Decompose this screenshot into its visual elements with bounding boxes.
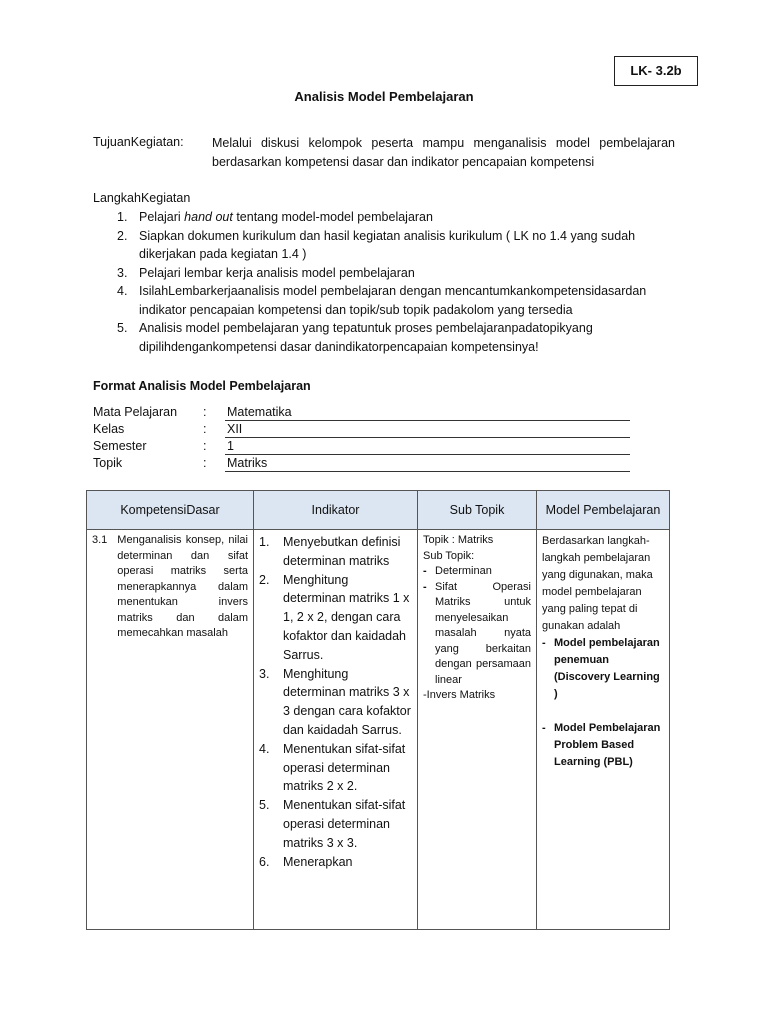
field-colon: :: [203, 405, 207, 419]
header-subtopik: Sub Topik: [418, 491, 537, 530]
cell-kompetensi: [87, 530, 254, 930]
field-value: Matematika: [225, 405, 630, 421]
header-model: Model Pembelajaran: [537, 491, 670, 530]
langkah-step: [117, 319, 677, 356]
field-label: Kelas: [93, 422, 125, 436]
format-heading: Format Analisis Model Pembelajaran: [93, 379, 311, 393]
cell-indikator: [254, 530, 418, 930]
spacer: [542, 703, 664, 720]
field-value: Matriks: [225, 456, 630, 472]
bullet: -: [423, 580, 427, 593]
langkah-heading: LangkahKegiatan: [93, 191, 191, 205]
table-header-row: [87, 491, 670, 530]
step-text: IsilahLembarkerjaanalisis model pembelajaran dengan mencantumkankompetensidasardan indikator pencapaian kompetensi dan topik/sub topik padakolom yang tersedia: [139, 284, 647, 317]
field-semester: [93, 439, 633, 456]
step-number: 5.: [117, 321, 128, 335]
field-label: Topik: [93, 456, 123, 470]
field-colon: :: [203, 456, 207, 470]
kd-text: Menganalisis konsep, nilai determinan dan sifat operasi matriks serta menerapkannya dalam menentukan invers matriks dan dalam memecahkan masalah: [117, 534, 248, 639]
tujuan-text: Melalui diskusi kelompok peserta mampu menganalisis model pembelajaran berdasarkan kompetensi dasar dan indikator pencapaian kompetensi: [212, 136, 675, 169]
indikator-text: Menerapkan: [283, 854, 353, 869]
langkah-step: [117, 264, 677, 283]
indikator-text: Menghitung determinan matriks 1 x 1, 2 x 2, dengan cara kofaktor dan kaidadah Sarrus.: [283, 572, 410, 662]
tujuan-label: TujuanKegiatan:: [93, 135, 184, 149]
analysis-table: [86, 490, 670, 930]
langkah-step: [117, 227, 677, 264]
langkah-step: [117, 208, 677, 227]
list-item: [259, 796, 412, 852]
model-item-text: Model pembelajaran penemuan (Discovery Learning ): [554, 637, 660, 700]
list-item: [259, 853, 412, 872]
bullet: -: [423, 565, 427, 577]
indikator-text: Menentukan sifat-sifat operasi determinan matriks 2 x 2.: [283, 741, 406, 794]
list-item: [259, 533, 412, 571]
indikator-text: Menghitung determinan matriks 3 x 3 dengan cara kofaktor dan kaidadah Sarrus.: [283, 666, 411, 737]
indikator-text: Menentukan sifat-sifat operasi determinan matriks 3 x 3.: [283, 798, 406, 850]
lk-code: LK- 3.2b: [630, 63, 682, 78]
step-number: 3.: [117, 265, 128, 280]
subtopik-item-text: Sifat Operasi Matriks untuk menyelesaikan masalah nyata yang berkaitan dengan persamaan linear: [435, 580, 531, 686]
indikator-number: 3.: [259, 666, 270, 681]
step-text: Siapkan dokumen kurikulum dan hasil kegiatan analisis kurikulum ( LK no 1.4 yang sudah dikerjakan pada kegiatan 1.4 ): [139, 228, 636, 261]
indikator-number: 5.: [259, 798, 270, 813]
bullet: -: [542, 637, 546, 649]
subtopik-extra: -Invers Matriks: [423, 689, 496, 701]
step-text: [139, 208, 677, 227]
field-colon: :: [203, 422, 207, 436]
step-text-part: Pelajari: [139, 210, 185, 224]
model-content: [542, 533, 664, 771]
list-item: [259, 571, 412, 665]
step-text: Pelajari lembar kerja analisis model pembelajaran: [139, 265, 415, 280]
indikator-text: Menyebutkan definisi determinan matriks: [283, 535, 401, 568]
step-text-emphasis: hand out: [184, 210, 233, 224]
list-item: [542, 635, 664, 703]
field-value: XII: [225, 422, 630, 438]
field-topik: [93, 456, 633, 473]
field-label: Semester: [93, 439, 147, 453]
indikator-number: 2.: [259, 572, 270, 587]
header-indikator: Indikator: [254, 491, 418, 530]
subtopik-topik: Topik : Matriks: [423, 534, 494, 546]
indikator-number: 6.: [259, 854, 270, 869]
subtopik-label: Sub Topik:: [423, 549, 475, 562]
field-value: 1: [225, 439, 630, 455]
step-text: Analisis model pembelajaran yang tepatuntuk proses pembelajaranpadatopikyang dipilihdengankompetensi dasar danindikatorpencapaian kompetensinya!: [139, 321, 593, 354]
field-mata-pelajaran: [93, 405, 633, 422]
cell-subtopik: [418, 530, 537, 930]
step-number: 1.: [117, 210, 128, 224]
langkah-steps: [117, 208, 677, 356]
list-item: [423, 564, 531, 580]
bullet: -: [542, 722, 546, 734]
indikator-list: [259, 533, 412, 871]
indikator-number: 1.: [259, 535, 270, 549]
cell-model: [537, 530, 670, 930]
subtopik-item-text: Determinan: [435, 565, 492, 577]
list-item: [259, 665, 412, 740]
langkah-step: [117, 282, 677, 319]
step-text-part: tentang model-model pembelajaran: [232, 210, 433, 224]
kd-entry: [92, 533, 248, 642]
list-item: [423, 580, 531, 689]
lk-code-box: [614, 56, 698, 86]
model-item-text: Model Pembelajaran Problem Based Learning (PBL): [554, 722, 661, 768]
subtopik-content: [423, 533, 531, 704]
list-item: [259, 740, 412, 796]
field-colon: :: [203, 439, 207, 453]
field-label: Mata Pelajaran: [93, 405, 178, 419]
header-kompetensi: KompetensiDasar: [87, 491, 254, 530]
step-number: 2.: [117, 228, 128, 243]
kd-number: 3.1: [92, 534, 108, 546]
step-number: 4.: [117, 284, 128, 298]
indikator-number: 4.: [259, 741, 270, 756]
list-item: [542, 720, 664, 771]
table-row: [87, 530, 670, 930]
model-intro: Berdasarkan langkah-langkah pembelajaran yang digunakan, maka model pembelajaran yang paling tepat di gunakan adalah: [542, 535, 653, 632]
page-title: Analisis Model Pembelajaran: [294, 89, 474, 104]
field-kelas: [93, 422, 633, 439]
